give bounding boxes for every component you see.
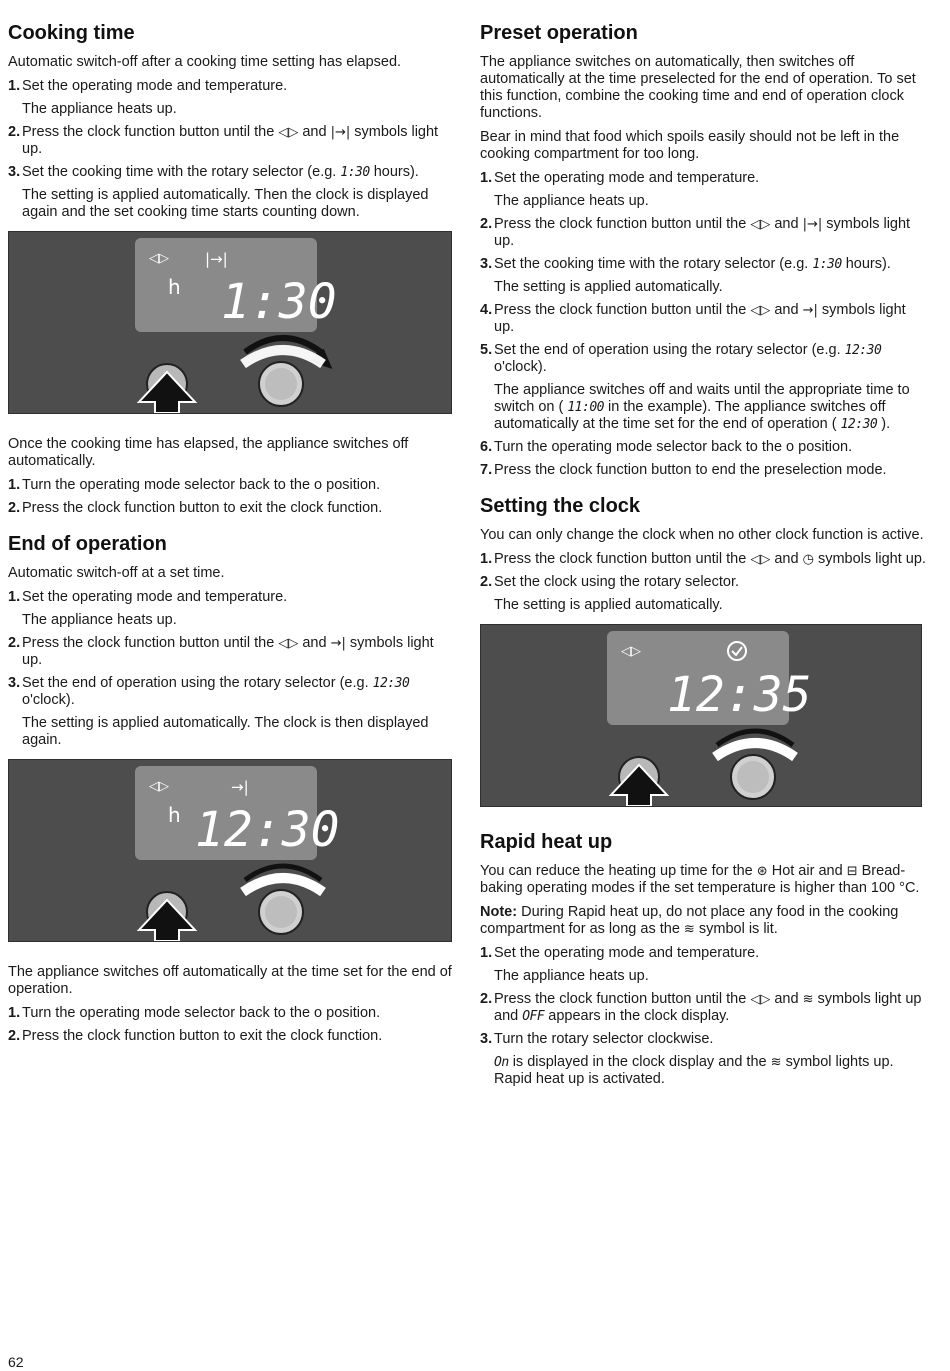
control-panel-illustration: [480, 624, 922, 807]
cooking-time-icon: |→|: [330, 125, 351, 140]
list-item: 1. Set the operating mode and temperature. The appliance heats up.: [480, 945, 760, 984]
preset-operation-intro: The appliance switches on automatically, then switches off automatically at the time preselected for the end of operation. To set this function, combine the cooking time and end of operation clock functions.: [480, 54, 916, 121]
end-of-operation-title: End of operation: [8, 533, 167, 555]
segment-value: 12:30: [840, 417, 878, 432]
clock-function-icon: ◁▷: [750, 992, 771, 1007]
preset-operation-warning: Bear in mind that food which spoils easily should not be left in the cooking compartment for too long.: [480, 129, 900, 162]
left-column: [8, 20, 452, 1051]
rapid-heat-intro: You can reduce the heating up time for the ⊛ Hot air and ⊟ Bread-baking operating modes if the set temperature is higher than 100 °C.: [480, 863, 920, 896]
unit-label: h: [168, 803, 181, 827]
list-item: 2. Press the clock function button to exit the clock function.: [8, 1028, 383, 1044]
list-item: 2. Press the clock function button until the ◁▷ and →| symbols light up.: [8, 635, 434, 668]
list-item: 3. Set the cooking time with the rotary selector (e.g. 1:30 hours). The setting is applied automatically. Then the clock is displayed again and the set cooking time starts counting down.: [8, 164, 429, 220]
segment-value: OFF: [522, 1009, 545, 1024]
preset-operation-steps: [480, 170, 926, 479]
clock-function-icon: ◁▷: [149, 251, 169, 266]
list-item: 2. Press the clock function button to exit the clock function.: [8, 500, 383, 516]
cooking-time-after: Once the cooking time has elapsed, the appliance switches off automatically.: [8, 436, 409, 469]
segment-value: On: [494, 1055, 509, 1070]
clock-function-icon: ◁▷: [750, 552, 771, 567]
segment-value: 11:00: [567, 400, 604, 415]
cooking-time-icon: |→|: [205, 250, 228, 268]
list-item: 2. Set the clock using the rotary selector. The setting is applied automatically.: [480, 574, 740, 613]
control-panel-illustration: [8, 231, 452, 414]
list-item: 3. Set the end of operation using the rotary selector (e.g. 12:30 o'clock). The setting is applied automatically. The clock is then displayed again.: [8, 675, 429, 748]
list-item: 1. Set the operating mode and temperature. The appliance heats up.: [480, 170, 760, 209]
list-item: 7. Press the clock function button to end the preselection mode.: [480, 462, 887, 478]
cooking-time-steps: [8, 78, 452, 221]
end-time-icon: →|: [330, 636, 346, 651]
list-item: 3. Turn the rotary selector clockwise. On is displayed in the clock display and the ≋ symbol lights up. Rapid heat up is activated.: [480, 1031, 894, 1087]
display-value: 1:30: [221, 274, 337, 330]
page-number: 62: [8, 1354, 24, 1370]
rapid-heat-title: Rapid heat up: [480, 831, 613, 853]
display-value: 12:35: [667, 667, 812, 723]
rapid-heat-icon: ≋: [802, 992, 814, 1007]
end-of-operation-intro: Automatic switch-off at a set time.: [8, 565, 225, 581]
setting-clock-steps: [480, 551, 926, 614]
segment-value: 12:30: [372, 676, 410, 691]
rapid-heat-steps: [480, 945, 926, 1088]
list-item: 2. Press the clock function button until the ◁▷ and |→| symbols light up.: [8, 124, 439, 157]
clock-function-icon: ◁▷: [149, 779, 169, 794]
setting-clock-title: Setting the clock: [480, 495, 641, 517]
bread-baking-icon: ⊟: [846, 864, 858, 879]
unit-label: h: [168, 275, 181, 299]
cooking-time-after-steps: [8, 477, 452, 517]
display-value: 12:30: [195, 802, 340, 858]
end-of-operation-after-steps: [8, 1005, 452, 1045]
list-item: 1. Turn the operating mode selector back to the o position.: [8, 1005, 381, 1021]
list-item: 1. Turn the operating mode selector back to the o position.: [8, 477, 381, 493]
end-time-icon: →|: [231, 778, 249, 796]
preset-operation-title: Preset operation: [480, 22, 638, 44]
clock-function-icon: ◁▷: [750, 303, 771, 318]
end-of-operation-steps: [8, 589, 452, 749]
list-item: 4. Press the clock function button until the ◁▷ and →| symbols light up.: [480, 302, 906, 335]
end-of-operation-after: The appliance switches off automatically at the time set for the end of operation.: [8, 964, 452, 997]
list-item: 2. Press the clock function button until the ◁▷ and |→| symbols light up.: [480, 216, 911, 249]
clock-function-icon: ◁▷: [278, 125, 299, 140]
list-item: 5. Set the end of operation using the rotary selector (e.g. 12:30 o'clock). The appliance switches off and waits until the appropriate time to switch on ( 11:00 in the example). The appliance switches off automatically at the time set for the end of operation ( 12:30 ).: [480, 342, 910, 432]
end-time-icon: →|: [802, 303, 818, 318]
setting-clock-intro: You can only change the clock when no other clock function is active.: [480, 527, 924, 543]
hot-air-icon: ⊛: [756, 864, 768, 879]
clock-function-icon: ◁▷: [750, 217, 771, 232]
list-item: 6. Turn the operating mode selector back to the o position.: [480, 439, 853, 455]
list-item: 2. Press the clock function button until the ◁▷ and ≋ symbols light up and OFF appears in the clock display.: [480, 991, 922, 1024]
rapid-heat-note: Note: During Rapid heat up, do not place any food in the cooking compartment for as long as the ≋ symbol is lit.: [480, 904, 899, 937]
segment-value: 1:30: [340, 165, 370, 180]
cooking-time-icon: |→|: [802, 217, 823, 232]
list-item: 3. Set the cooking time with the rotary selector (e.g. 1:30 hours). The setting is applied automatically.: [480, 256, 891, 295]
segment-value: 1:30: [812, 257, 842, 272]
clock-icon: ◷: [802, 552, 814, 567]
list-item: 1. Press the clock function button until the ◁▷ and ◷ symbols light up.: [480, 551, 926, 567]
control-panel-illustration: [8, 759, 452, 942]
clock-function-icon: ◁▷: [278, 636, 299, 651]
list-item: 1. Set the operating mode and temperature. The appliance heats up.: [8, 589, 288, 628]
segment-value: 12:30: [844, 343, 882, 358]
rapid-heat-icon: ≋: [683, 922, 695, 937]
right-column: [480, 20, 926, 1094]
cooking-time-intro: Automatic switch-off after a cooking time setting has elapsed.: [8, 54, 402, 70]
list-item: 1. Set the operating mode and temperature. The appliance heats up.: [8, 78, 288, 117]
clock-function-icon: ◁▷: [621, 644, 641, 659]
rapid-heat-icon: ≋: [770, 1055, 782, 1070]
cooking-time-title: Cooking time: [8, 22, 135, 44]
